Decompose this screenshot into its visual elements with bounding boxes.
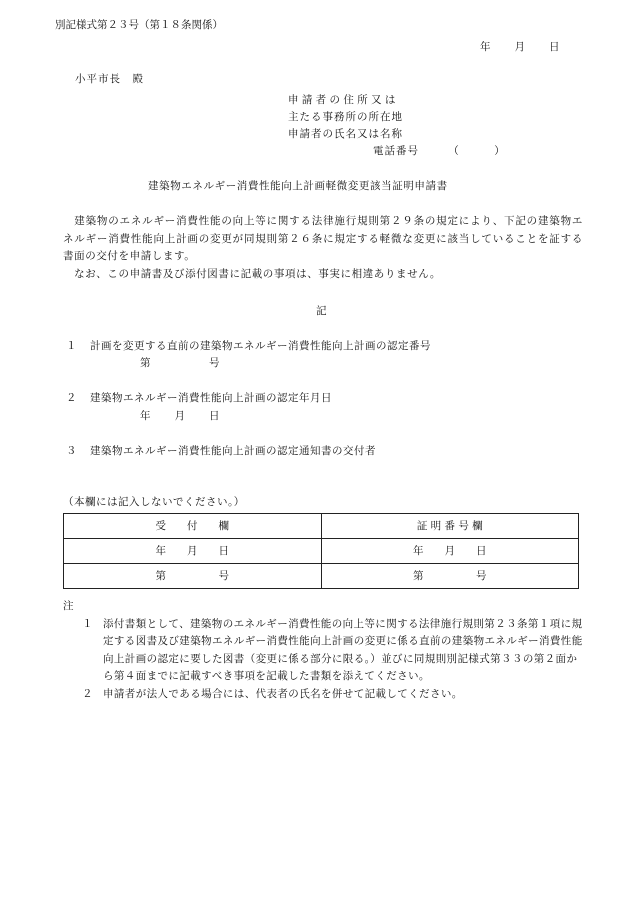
note-item <box>63 616 583 686</box>
applicant-address-label: 申 請 者 の 住 所 又 は <box>288 94 396 106</box>
certificate-number-header: 証 明 番 号 欄 <box>321 514 579 539</box>
item-1-number: １ <box>66 340 77 352</box>
reception-header: 受 付 欄 <box>64 514 322 539</box>
note-1-number: １ <box>82 617 93 630</box>
item-1-sub: 第 号 <box>140 357 221 369</box>
reception-number-cell: 第 号 <box>64 564 322 589</box>
certificate-date-cell: 年 月 日 <box>321 539 579 564</box>
body-text <box>63 213 583 283</box>
office-use-table <box>63 513 579 589</box>
note-1-text: 添付書類として、建築物のエネルギー消費性能の向上等に関する法律施行規則第２３条第１項に規定する図書及び建築物エネルギー消費性能向上計画の変更に係る直前の建築物エネルギー消費性能向上計画の認定に要した図書（変更に係る部分に限る。）並びに同規則別記様式第３３の第２面から第４面までに記載すべき事項を記載した書類を添えてください。 <box>103 617 583 682</box>
notes-section <box>63 598 583 703</box>
addressee: 小平市長 殿 <box>75 73 144 85</box>
table-number-row <box>64 564 579 589</box>
note-item <box>63 686 583 704</box>
notes-label: 注 <box>63 600 74 612</box>
certificate-number-cell: 第 号 <box>321 564 579 589</box>
item-2-sub: 年 月 日 <box>140 410 221 422</box>
applicant-office-label: 主たる事務所の所在地 <box>288 111 403 123</box>
note-2-number: ２ <box>82 687 93 700</box>
office-use-note: （本欄には記入しないでください。） <box>63 496 245 508</box>
date-line: 年 月 日 <box>480 41 561 53</box>
applicant-name-label: 申請者の氏名又は名称 <box>288 128 403 140</box>
item-1-text: 計画を変更する直前の建築物エネルギー消費性能向上計画の認定番号 <box>90 340 431 352</box>
item-2-number: ２ <box>66 392 77 404</box>
item-3-number: ３ <box>66 445 77 457</box>
note-2-text: 申請者が法人である場合には、代表者の氏名を併せて記載してください。 <box>103 687 463 700</box>
table-header-row <box>64 514 579 539</box>
body-paragraph-1: 建築物のエネルギー消費性能の向上等に関する法律施行規則第２９条の規定により、下記の建築物エネルギー消費性能向上計画の変更が同規則第２６条に規定する軽微な変更に該当していることを証する書面の交付を申請します。 <box>63 215 583 262</box>
form-label: 別記様式第２３号（第１８条関係） <box>55 19 223 31</box>
ki-heading: 記 <box>316 305 327 317</box>
reception-date-cell: 年 月 日 <box>64 539 322 564</box>
item-2-text: 建築物エネルギー消費性能向上計画の認定年月日 <box>90 392 332 404</box>
body-paragraph-2: なお、この申請書及び添付図書に記載の事項は、事実に相違ありません。 <box>63 267 442 280</box>
phone-label: 電話番号 （ ） <box>373 145 506 157</box>
document-title: 建築物エネルギー消費性能向上計画軽微変更該当証明申請書 <box>148 180 448 192</box>
item-3-text: 建築物エネルギー消費性能向上計画の認定通知書の交付者 <box>90 445 376 457</box>
table-date-row <box>64 539 579 564</box>
